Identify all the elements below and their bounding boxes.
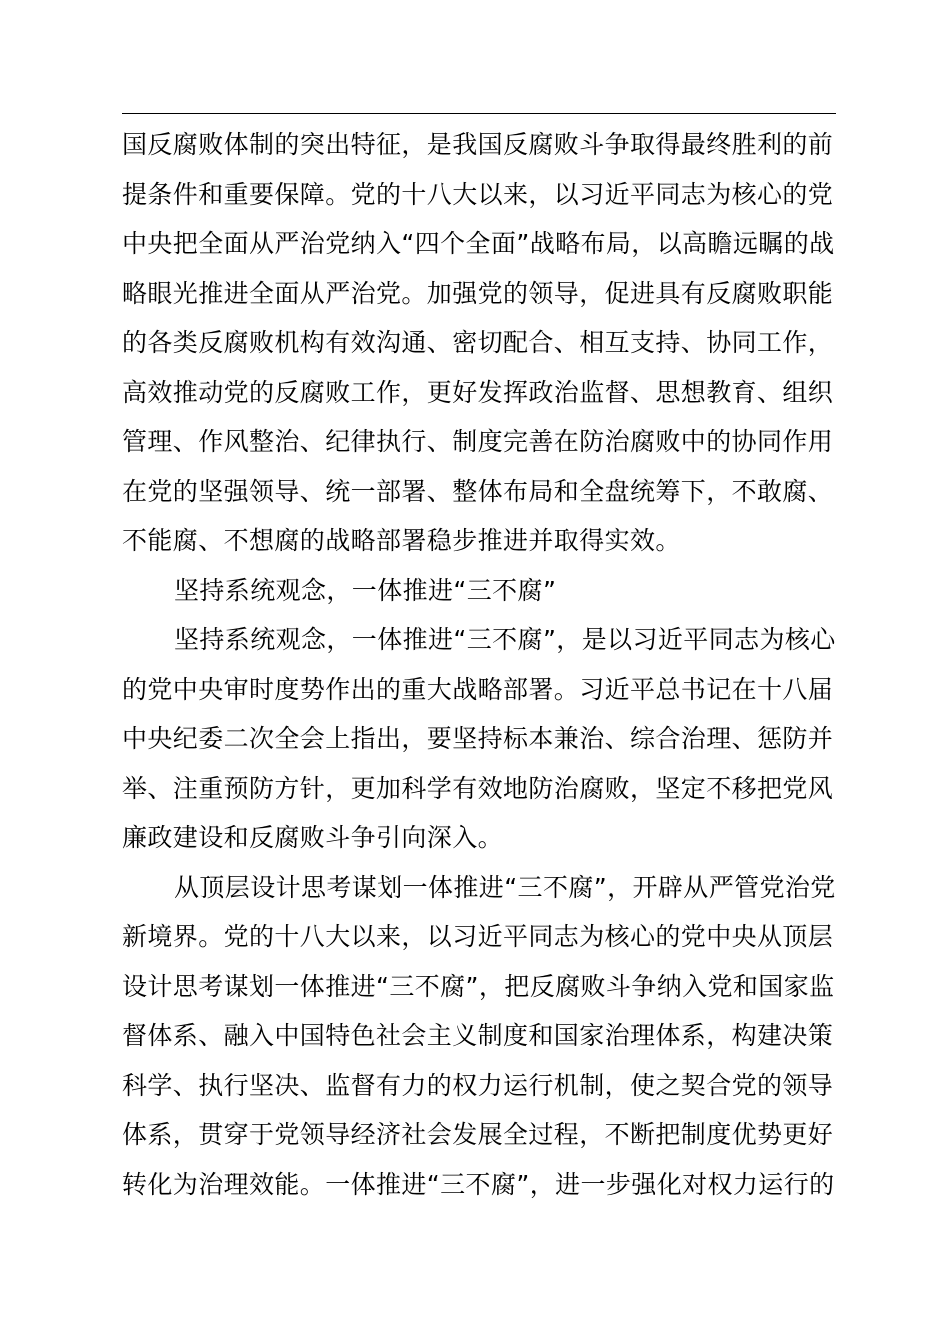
header-rule bbox=[122, 113, 836, 114]
text-line: 廉政建设和反腐败斗争引向深入。 bbox=[122, 823, 504, 852]
text-line: 体系，贯穿于党领导经济社会发展全过程，不断把制度优势更好 bbox=[122, 1120, 834, 1149]
text-line: 督体系、融入中国特色社会主义制度和国家治理体系，构建决策 bbox=[122, 1021, 834, 1050]
text-line: 略眼光推进全面从严治党。加强党的领导，促进具有反腐败职能 bbox=[122, 278, 834, 308]
text-line: 举、注重预防方针，更加科学有效地防治腐败，坚定不移把党风 bbox=[122, 773, 834, 803]
section-heading: 坚持系统观念，一体推进“三不腐” bbox=[174, 575, 557, 605]
text-line: 的各类反腐败机构有效沟通、密切配合、相互支持、协同工作， bbox=[122, 328, 834, 357]
text-line: 高效推动党的反腐败工作，更好发挥政治监督、思想教育、组织 bbox=[122, 377, 834, 407]
text-line: 的党中央审时度势作出的重大战略部署。习近平总书记在十八届 bbox=[122, 674, 834, 704]
text-line: 转化为治理效能。一体推进“三不腐”，进一步强化对权力运行的 bbox=[122, 1169, 835, 1199]
text-line: 设计思考谋划一体推进“三不腐”，把反腐败斗争纳入党和国家监 bbox=[122, 971, 835, 1001]
text-line: 在党的坚强领导、统一部署、整体布局和全盘统筹下，不敢腐、 bbox=[122, 476, 834, 506]
text-line: 中央纪委二次全会上指出，要坚持标本兼治、综合治理、惩防并 bbox=[122, 724, 834, 753]
text-line: 中央把全面从严治党纳入“四个全面”战略布局，以高瞻远瞩的战 bbox=[122, 229, 835, 258]
text-line: 提条件和重要保障。党的十八大以来，以习近平同志为核心的党 bbox=[122, 179, 834, 209]
body-text bbox=[122, 120, 842, 1209]
text-line: 不能腐、不想腐的战略部署稳步推进并取得实效。 bbox=[122, 526, 681, 555]
paragraph-start: 坚持系统观念，一体推进“三不腐”，是以习近平同志为核心 bbox=[174, 625, 836, 654]
paragraph-start: 从顶层设计思考谋划一体推进“三不腐”，开辟从严管党治党 bbox=[174, 872, 836, 902]
text-line: 新境界。党的十八大以来，以习近平同志为核心的党中央从顶层 bbox=[122, 922, 834, 951]
text-line: 国反腐败体制的突出特征，是我国反腐败斗争取得最终胜利的前 bbox=[122, 130, 834, 159]
text-line: 管理、作风整治、纪律执行、制度完善在防治腐败中的协同作用 bbox=[122, 427, 834, 456]
text-line: 科学、执行坚决、监督有力的权力运行机制，使之契合党的领导 bbox=[122, 1070, 834, 1100]
